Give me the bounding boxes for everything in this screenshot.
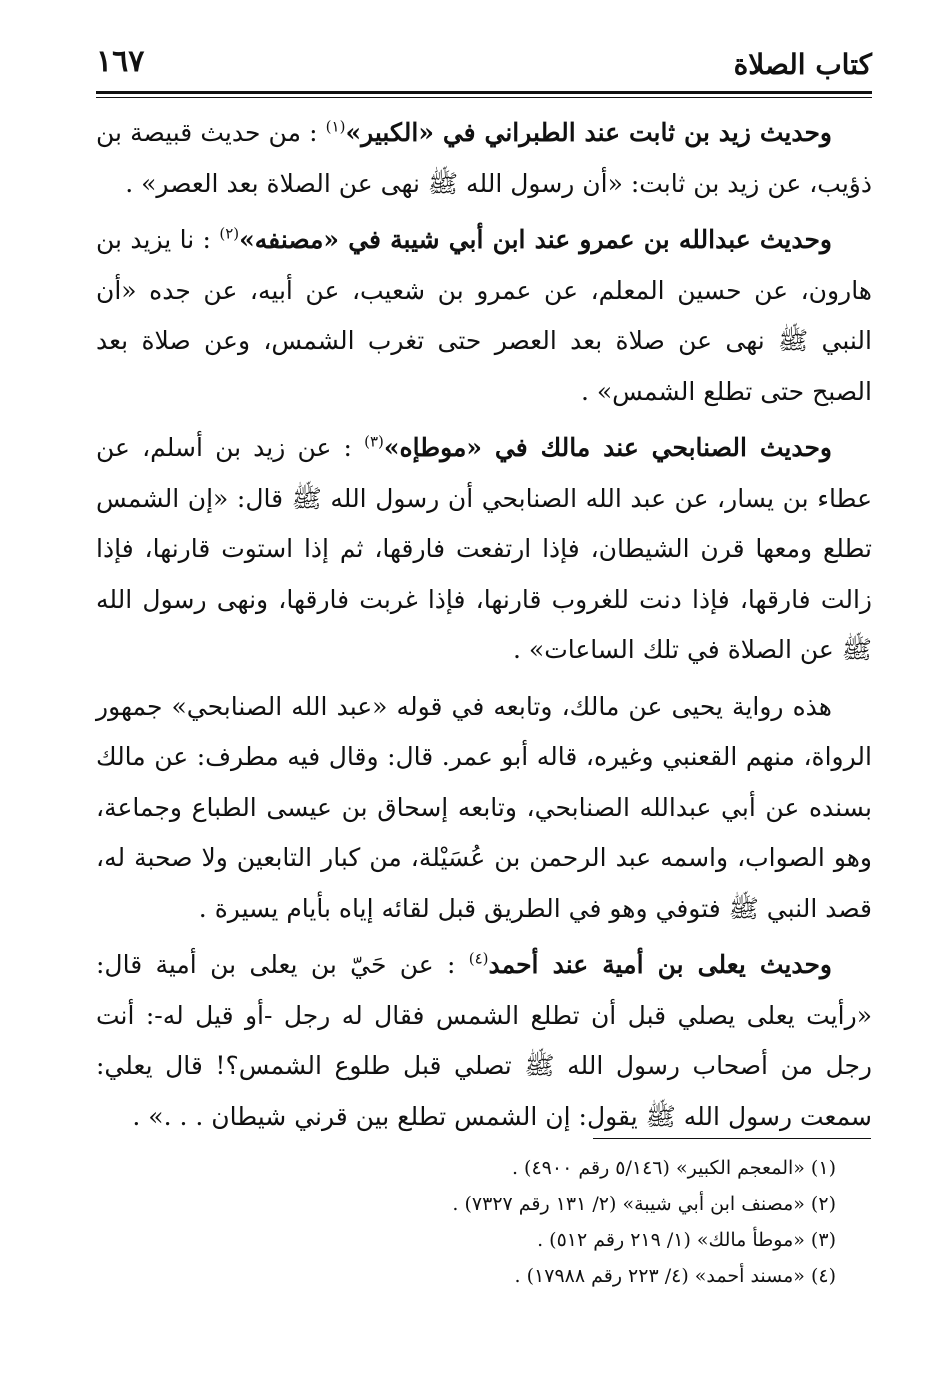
paragraph-text: : عن زيد بن أسلم، عن عطاء بن يسار، عن عبد الله الصنابحي أن رسول الله ﷺ قال: «إن الشمس تطلع ومعها قرن الشيطان، فإذا ارتفعت فارقها، ثم إذا استوت قارنها، فإذا زالت فارقها، فإذا دنت للغروب قارنها، فإذا غربت فارقها، ونهى رسول الله ﷺ عن الصلاة في تلك الساعات» . [96, 433, 872, 664]
chapter-title: كتاب الصلاة [733, 48, 872, 81]
running-header [96, 40, 872, 88]
paragraph-abdullah-hadith [96, 215, 872, 417]
header-rule-thick [96, 91, 872, 94]
paragraph-yala-hadith [96, 940, 872, 1142]
footnotes [96, 1150, 836, 1294]
paragraph-sunabihi-hadith [96, 423, 872, 676]
page-number: ١٦٧ [96, 44, 145, 79]
footnote-ref: (٣) [364, 432, 384, 451]
footnote-item: (٢) «مصنف ابن أبي شيبة» (٢/ ١٣١ رقم ٧٣٢٧) . [452, 1193, 836, 1215]
footnote-ref: (١) [325, 117, 346, 136]
footnote-item: (٣) «موطأ مالك» (١/ ٢١٩ رقم ٥١٢) . [537, 1229, 836, 1251]
paragraph-lead: وحديث الصنابحي عند مالك في «موطإه» [383, 433, 832, 462]
paragraph-lead: وحديث يعلى بن أمية عند أحمد [488, 950, 833, 979]
paragraph-text: : من حديث قبيصة بن ذؤيب، عن زيد بن ثابت: «أن رسول الله ﷺ نهى عن الصلاة بعد العصر» . [96, 118, 872, 198]
paragraph-lead: وحديث عبدالله بن عمرو عند ابن أبي شيبة في «مصنفه» [239, 225, 832, 254]
paragraph-text: : عن حَيّ بن يعلى بن أمية قال: «رأيت يعلى يصلي قبل أن تطلع الشمس فقال له رجل -أو قيل له-: أنت رجل من أصحاب رسول الله ﷺ تصلي قبل طلوع الشمس؟! قال يعلي: سمعت رسول الله ﷺ يقول: إن الشمس تطلع بين قرني شيطان . . .» . [96, 950, 872, 1131]
footnote-separator [593, 1138, 871, 1139]
paragraph-text: هذه رواية يحيى عن مالك، وتابعه في قوله «عبد الله الصنابحي» جمهور الرواة، منهم القعنبي وغيره، قاله أبو عمر. قال: وقال فيه مطرف: عن مالك بسنده عن أبي عبدالله الصنابحي، وتابعه إسحاق بن عيسى الطباع وجماعة، وهو الصواب، واسمه عبد الرحمن بن عُسَيْلة، من كبار التابعين ولا صحبة له، قصد النبي ﷺ فتوفي وهو في الطريق قبل لقائه إياه بأيام يسيرة . [96, 691, 872, 923]
footnote-item: (٤) «مسند أحمد» (٤/ ٢٢٣ رقم ١٧٩٨٨) . [514, 1265, 836, 1287]
footnote-ref: (٤) [468, 949, 489, 968]
footnote-ref: (٢) [219, 224, 240, 243]
paragraph-zayd-hadith [96, 108, 872, 209]
paragraph-text: : نا يزيد بن هارون، عن حسين المعلم، عن عمرو بن شعيب، عن أبيه، عن جده «أن النبي ﷺ نهى عن صلاة بعد العصر حتى تغرب الشمس، وعن صلاة بعد الصبح حتى تطلع الشمس» . [96, 225, 872, 406]
paragraph-commentary [96, 682, 872, 935]
header-rule-thin [96, 97, 872, 98]
main-text [96, 108, 872, 1142]
paragraph-lead: وحديث زيد بن ثابت عند الطبراني في «الكبير» [345, 118, 832, 147]
footnote-item: (١) «المعجم الكبير» (٥/١٤٦ رقم ٤٩٠٠) . [511, 1157, 836, 1179]
